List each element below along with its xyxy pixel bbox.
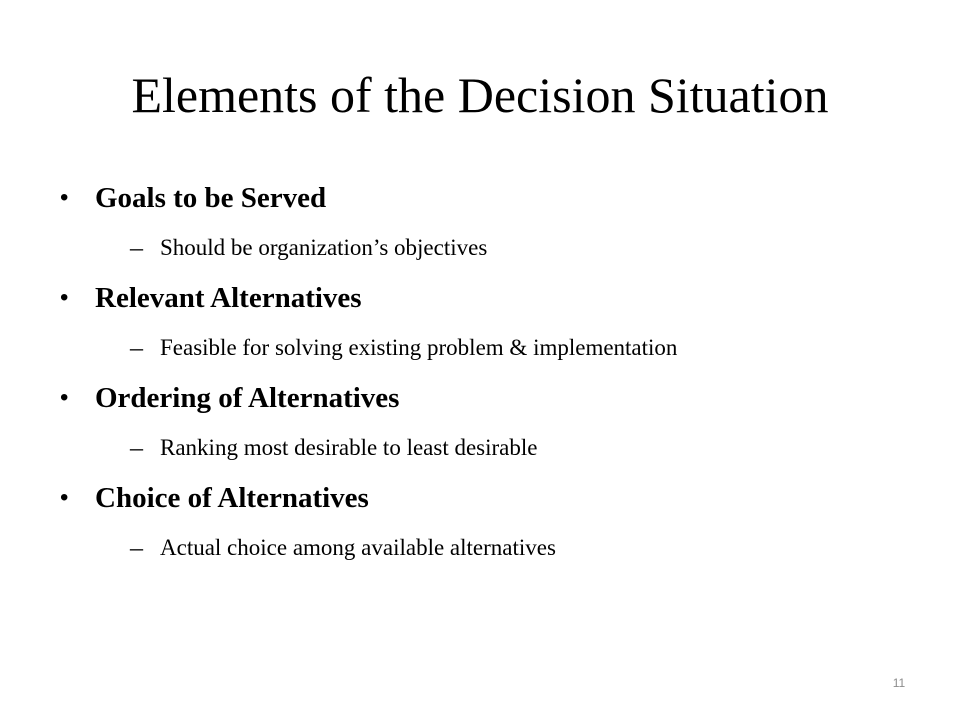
sub-bullet-label: Feasible for solving existing problem & implementation <box>160 335 678 360</box>
sub-bullet-label: Should be organization’s objectives <box>160 235 488 260</box>
dash-icon: – <box>130 533 143 562</box>
bullet-label: Choice of Alternatives <box>95 481 369 514</box>
sub-bullet-label: Ranking most desirable to least desirable <box>160 435 538 460</box>
bullet-label: Goals to be Served <box>95 181 327 214</box>
bullet-icon: • <box>60 284 69 311</box>
bullet-icon: • <box>60 184 69 211</box>
page-number: 11 <box>892 676 906 690</box>
bullet-item <box>60 278 362 318</box>
bullet-item <box>60 478 369 518</box>
bullet-item <box>60 178 326 218</box>
dash-icon: – <box>130 333 143 362</box>
bullet-label: Relevant Alternatives <box>95 281 362 314</box>
slide-title: Elements of the Decision Situation <box>131 67 829 123</box>
sub-bullet-label: Actual choice among available alternatives <box>160 535 556 560</box>
dash-icon: – <box>130 433 143 462</box>
dash-icon: – <box>130 233 143 262</box>
sub-bullet-item <box>130 332 677 364</box>
sub-bullet-item <box>130 532 556 564</box>
bullet-item <box>60 378 399 418</box>
bullet-label: Ordering of Alternatives <box>95 381 400 414</box>
bullet-icon: • <box>60 384 69 411</box>
sub-bullet-item <box>130 432 538 464</box>
bullet-icon: • <box>60 484 69 511</box>
sub-bullet-item <box>130 232 487 264</box>
